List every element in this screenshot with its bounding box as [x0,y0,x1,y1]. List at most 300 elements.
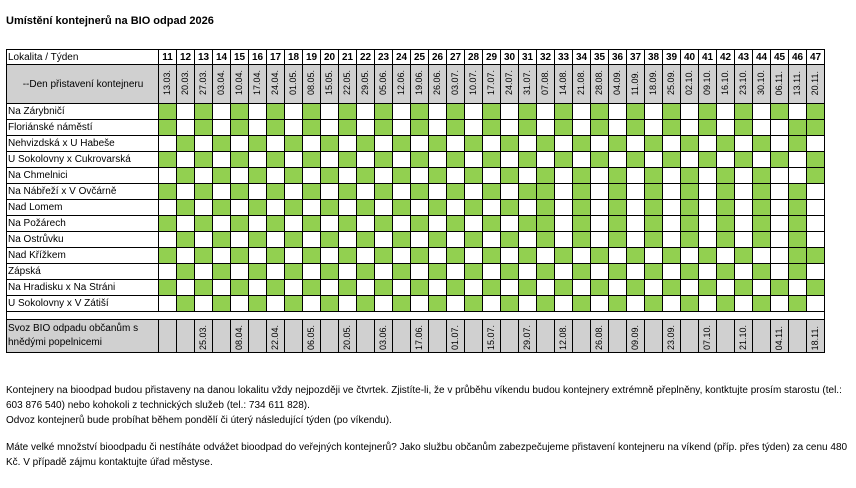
week-number: 30 [501,50,519,65]
container-present-cell [483,248,501,264]
container-present-cell [681,216,699,232]
empty-cell [609,104,627,120]
date-text: 23.10. [738,70,748,96]
empty-cell [177,104,195,120]
empty-cell [465,104,483,120]
empty-cell [771,168,789,184]
container-present-cell [447,184,465,200]
empty-cell [375,296,393,312]
container-present-cell [159,184,177,200]
empty-cell [321,184,339,200]
empty-cell [267,136,285,152]
svoz-cell [753,320,771,353]
header-label: Lokalita / Týden [7,50,159,65]
date-cell [231,65,249,104]
container-present-cell [339,248,357,264]
date-cell [699,65,717,104]
svoz-cell [249,320,267,353]
empty-cell [303,168,321,184]
empty-cell [357,152,375,168]
empty-cell [501,152,519,168]
svoz-cell [771,320,789,353]
location-row [7,216,825,232]
container-present-cell [681,296,699,312]
container-present-cell [537,296,555,312]
document-title: Umístění kontejnerů na BIO odpad 2026 [6,15,214,27]
date-cell [249,65,267,104]
date-cell [789,65,807,104]
container-present-cell [789,264,807,280]
container-present-cell [573,296,591,312]
container-present-cell [429,168,447,184]
svoz-date: 26.08. [594,324,604,350]
container-present-cell [735,152,753,168]
empty-cell [249,152,267,168]
container-present-cell [555,152,573,168]
empty-cell [447,168,465,184]
container-present-cell [375,152,393,168]
container-present-cell [501,296,519,312]
empty-cell [771,248,789,264]
empty-cell [159,264,177,280]
empty-cell [627,232,645,248]
empty-cell [501,216,519,232]
empty-cell [771,232,789,248]
container-present-cell [573,264,591,280]
empty-cell [213,104,231,120]
date-text: 24.04. [270,70,280,96]
note-contact: Kontejnery na bioodpad budou přistaveny na danou lokalitu vždy nejpozději ve čtvrtek. Zjistíte-li, že v průběhu víkendu budou kontejnery extrémně přeplněny, kontktujte prosím starostu (tel.: 603 876 540) nebo kohokoli z technických služeb (tel.: 734 611 828). [6,385,842,411]
container-present-cell [249,264,267,280]
date-text: 18.09. [648,70,658,96]
container-present-cell [717,264,735,280]
week-number: 41 [699,50,717,65]
container-present-cell [249,168,267,184]
container-present-cell [447,152,465,168]
container-present-cell [429,136,447,152]
container-present-cell [375,280,393,296]
container-present-cell [195,280,213,296]
empty-cell [483,264,501,280]
week-number: 28 [465,50,483,65]
svoz-cell [393,320,411,353]
location-name: Na Nábřeží x V Ovčárně [7,184,159,200]
note-service: Máte velké množství bioodpadu či nestíháte odvážet bioodpad do veřejných kontejnerů? Jako službu občanům zabezpečujeme přistavení kontejneru na víkend (příp. přes týden) za cenu 480 Kč. V případě zájmu kontaktujte úřad městyse. [6,442,848,468]
container-present-cell [663,104,681,120]
container-present-cell [195,120,213,136]
empty-cell [519,296,537,312]
container-present-cell [501,232,519,248]
empty-cell [411,232,429,248]
empty-cell [573,152,591,168]
date-text: 04.09. [612,70,622,96]
date-text: 09.10. [702,70,712,96]
container-present-cell [267,120,285,136]
empty-cell [645,248,663,264]
svoz-cell [321,320,339,353]
empty-cell [321,104,339,120]
svoz-cell [699,320,717,353]
empty-cell [213,184,231,200]
date-text: 26.06. [432,70,442,96]
container-present-cell [231,152,249,168]
svoz-date: 07.10. [702,324,712,350]
empty-cell [645,104,663,120]
date-text: 20.11. [810,70,820,96]
empty-cell [465,184,483,200]
container-present-cell [789,200,807,216]
empty-cell [771,216,789,232]
empty-cell [807,184,825,200]
container-present-cell [537,168,555,184]
location-name: Zápská [7,264,159,280]
svoz-date: 18.11. [810,325,820,350]
container-present-cell [159,216,177,232]
location-row [7,168,825,184]
empty-cell [177,280,195,296]
container-present-cell [789,216,807,232]
week-number: 47 [807,50,825,65]
location-row [7,264,825,280]
empty-cell [303,232,321,248]
empty-cell [303,136,321,152]
empty-cell [339,264,357,280]
container-present-cell [699,120,717,136]
container-present-cell [699,104,717,120]
empty-cell [591,216,609,232]
date-cell [339,65,357,104]
container-present-cell [645,136,663,152]
container-present-cell [177,232,195,248]
container-present-cell [753,136,771,152]
date-cell [609,65,627,104]
empty-cell [267,168,285,184]
svoz-cell [735,320,753,353]
container-present-cell [213,232,231,248]
empty-cell [663,216,681,232]
container-present-cell [231,248,249,264]
empty-cell [393,280,411,296]
empty-cell [591,264,609,280]
empty-cell [699,200,717,216]
container-present-cell [609,184,627,200]
empty-cell [465,120,483,136]
notes [6,383,851,470]
empty-cell [537,104,555,120]
empty-cell [609,280,627,296]
empty-cell [501,280,519,296]
empty-cell [231,264,249,280]
container-present-cell [465,168,483,184]
empty-cell [591,296,609,312]
empty-cell [411,264,429,280]
container-present-cell [717,136,735,152]
container-present-cell [807,248,825,264]
empty-cell [537,280,555,296]
container-present-cell [645,216,663,232]
date-cell [717,65,735,104]
empty-cell [735,232,753,248]
container-present-cell [591,104,609,120]
container-present-cell [213,264,231,280]
svoz-date: 21.10. [738,324,748,350]
container-present-cell [267,104,285,120]
container-present-cell [339,184,357,200]
container-present-cell [753,184,771,200]
container-present-cell [789,136,807,152]
empty-cell [501,104,519,120]
container-present-cell [267,184,285,200]
week-number: 26 [429,50,447,65]
container-present-cell [321,200,339,216]
container-present-cell [735,104,753,120]
empty-cell [195,296,213,312]
location-name: Na Požárech [7,216,159,232]
container-present-cell [573,232,591,248]
container-present-cell [681,200,699,216]
date-cell [555,65,573,104]
empty-cell [321,248,339,264]
week-number: 14 [213,50,231,65]
date-cell [483,65,501,104]
svoz-date: 29.07. [522,324,532,350]
empty-cell [393,152,411,168]
container-present-cell [699,280,717,296]
svoz-date: 06.05. [306,324,316,350]
container-present-cell [807,280,825,296]
week-number: 29 [483,50,501,65]
svoz-date: 12.08. [558,324,568,350]
empty-cell [159,232,177,248]
empty-cell [609,248,627,264]
date-text: 19.06. [414,70,424,96]
empty-cell [249,248,267,264]
container-present-cell [807,168,825,184]
empty-cell [699,232,717,248]
location-row [7,152,825,168]
container-present-cell [645,184,663,200]
week-number: 20 [321,50,339,65]
svoz-cell [591,320,609,353]
week-number: 16 [249,50,267,65]
location-name: Floriánské náměstí [7,120,159,136]
container-present-cell [501,168,519,184]
container-present-cell [771,104,789,120]
container-present-cell [717,296,735,312]
container-present-cell [807,120,825,136]
container-present-cell [789,232,807,248]
container-present-cell [375,184,393,200]
empty-cell [393,248,411,264]
empty-cell [519,232,537,248]
container-present-cell [393,264,411,280]
empty-cell [609,120,627,136]
svoz-cell [177,320,195,353]
empty-cell [591,232,609,248]
empty-cell [249,280,267,296]
empty-cell [321,120,339,136]
location-name: Nad Lomem [7,200,159,216]
empty-cell [501,248,519,264]
container-present-cell [627,280,645,296]
empty-cell [177,120,195,136]
empty-cell [591,200,609,216]
container-present-cell [627,152,645,168]
date-cell [645,65,663,104]
empty-cell [447,232,465,248]
container-present-cell [483,184,501,200]
week-number: 34 [573,50,591,65]
container-present-cell [231,104,249,120]
container-present-cell [807,152,825,168]
empty-cell [429,120,447,136]
container-present-cell [411,120,429,136]
week-number: 36 [609,50,627,65]
empty-cell [393,216,411,232]
svoz-cell [555,320,573,353]
container-present-cell [357,264,375,280]
empty-cell [555,168,573,184]
container-present-cell [483,104,501,120]
svoz-cell [339,320,357,353]
container-present-cell [339,152,357,168]
container-present-cell [771,280,789,296]
empty-cell [573,280,591,296]
empty-cell [789,280,807,296]
empty-cell [555,184,573,200]
empty-cell [465,248,483,264]
empty-cell [717,248,735,264]
container-present-cell [609,216,627,232]
week-number: 11 [159,50,177,65]
empty-cell [249,184,267,200]
container-present-cell [789,184,807,200]
empty-cell [375,264,393,280]
empty-cell [753,120,771,136]
svoz-cell [285,320,303,353]
container-present-cell [519,248,537,264]
container-present-cell [411,152,429,168]
container-present-cell [285,168,303,184]
empty-cell [519,200,537,216]
empty-cell [753,104,771,120]
empty-cell [321,152,339,168]
location-name: Nad Křížkem [7,248,159,264]
date-text: 02.10. [684,70,694,96]
container-present-cell [285,200,303,216]
container-present-cell [321,296,339,312]
svoz-cell [573,320,591,353]
svoz-cell [267,320,285,353]
date-text: 10.07. [468,70,478,96]
container-present-cell [159,104,177,120]
container-present-cell [681,264,699,280]
container-present-cell [483,152,501,168]
empty-cell [213,120,231,136]
empty-cell [321,280,339,296]
location-name: U Sokolovny x V Zátiší [7,296,159,312]
empty-cell [771,296,789,312]
empty-cell [285,104,303,120]
container-present-cell [213,136,231,152]
date-text: 05.06. [378,70,388,96]
container-present-cell [627,248,645,264]
container-present-cell [663,280,681,296]
container-present-cell [393,296,411,312]
empty-cell [537,152,555,168]
date-cell [771,65,789,104]
container-present-cell [429,232,447,248]
location-name: U Sokolovny x Cukrovarská [7,152,159,168]
date-cell [177,65,195,104]
container-present-cell [195,152,213,168]
container-present-cell [267,216,285,232]
container-present-cell [699,152,717,168]
svoz-cell [663,320,681,353]
empty-cell [627,264,645,280]
empty-cell [447,200,465,216]
date-row-label: --Den přistavení kontejneru [7,65,159,104]
week-number: 44 [753,50,771,65]
empty-cell [195,200,213,216]
date-text: 25.09. [666,70,676,96]
empty-cell [627,296,645,312]
container-present-cell [159,280,177,296]
empty-cell [177,184,195,200]
svoz-date: 17.06. [414,324,424,350]
container-present-cell [249,232,267,248]
empty-cell [807,296,825,312]
svoz-date: 22.04. [270,324,280,350]
empty-cell [519,264,537,280]
empty-cell [375,232,393,248]
empty-cell [357,216,375,232]
container-present-cell [357,136,375,152]
date-text: 20.03. [180,70,190,96]
empty-cell [573,120,591,136]
container-present-cell [285,232,303,248]
location-row [7,120,825,136]
svoz-cell [357,320,375,353]
empty-cell [663,168,681,184]
empty-cell [789,152,807,168]
container-present-cell [501,264,519,280]
empty-cell [807,232,825,248]
date-text: 13.03. [162,70,172,96]
container-present-cell [303,216,321,232]
container-present-cell [465,232,483,248]
date-cell [465,65,483,104]
container-present-cell [609,168,627,184]
date-cell [681,65,699,104]
svoz-cell [789,320,807,353]
empty-cell [807,216,825,232]
location-row [7,104,825,120]
empty-cell [681,248,699,264]
container-present-cell [717,168,735,184]
container-present-cell [753,168,771,184]
container-present-cell [735,280,753,296]
empty-cell [555,200,573,216]
container-present-cell [717,200,735,216]
svoz-cell [681,320,699,353]
empty-cell [483,136,501,152]
container-present-cell [789,248,807,264]
container-present-cell [555,280,573,296]
empty-cell [699,136,717,152]
schedule-table [6,49,825,353]
date-cell [807,65,825,104]
